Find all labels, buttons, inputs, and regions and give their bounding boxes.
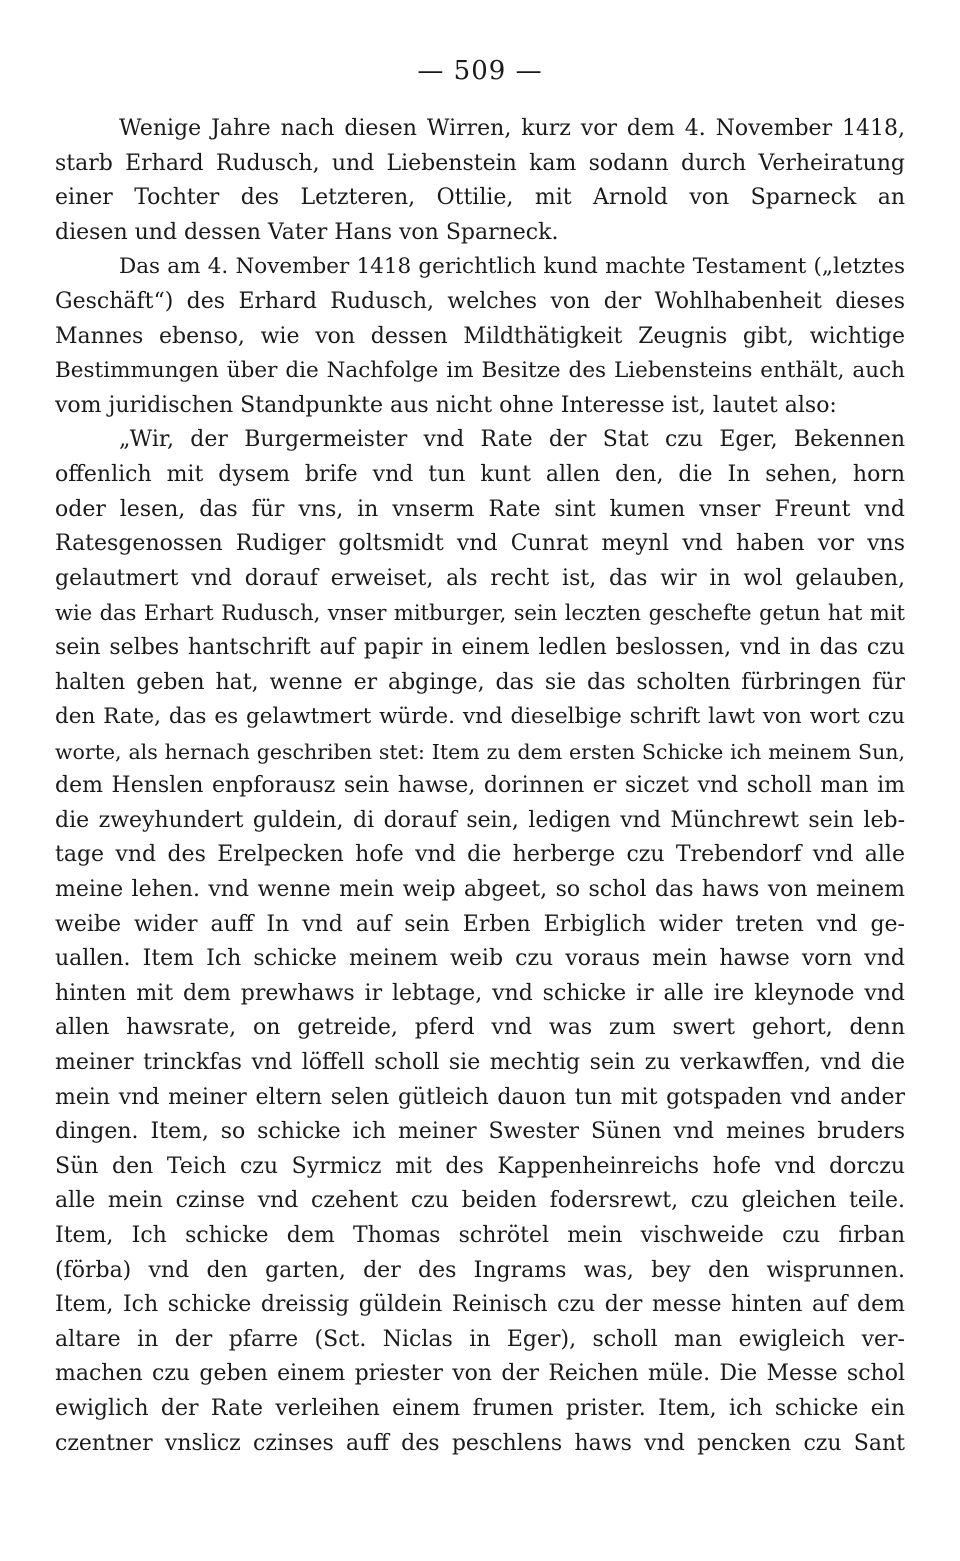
text-line: Item, Ich schicke dreissig güldein Reinisch czu der messe hinten auf dem (55, 1292, 905, 1318)
text-line: meine lehen. vnd wenne mein weip abgeet, so schol das haws von meinem (55, 877, 905, 903)
text-line: worte, als hernach geschriben stet: Item zu dem ersten Schicke ich meinem Sun, (55, 739, 905, 764)
text-line: Ratesgenossen Rudiger goltsmidt vnd Cunrat meynl vnd haben vor vns (55, 531, 905, 557)
text-line: dem Henslen enpforausz sein hawse, dorinnen er siczet vnd scholl man im (55, 773, 905, 799)
text-line: wie das Erhart Rudusch, vnser mitburger, sein leczten geschefte getun hat mit (55, 601, 905, 626)
text-line: halten geben hat, wenne er abginge, das sie das scholten fürbringen für (55, 669, 905, 695)
text-line: czentner vnslicz czinses auff des peschlens haws vnd pencken czu Sant (55, 1430, 905, 1456)
text-line: weibe wider auff In vnd auf sein Erben Erbiglich wider treten vnd ge- (55, 911, 905, 937)
text-line: Geschäft“) des Erhard Rudusch, welches von der Wohlhabenheit dieses (55, 288, 905, 314)
text-line: Mannes ebenso, wie von dessen Mildthätigkeit Zeugnis gibt, wichtige (55, 323, 905, 349)
text-line: Bestimmungen über die Nachfolge im Besitze des Liebensteins enthält, auch (55, 358, 905, 384)
text-line: meiner trinckfas vnd löffell scholl sie mechtig sein zu verkawffen, vnd die (55, 1050, 905, 1076)
text-line: mein vnd meiner eltern selen gütleich dauon tun mit gotspaden vnd ander (55, 1084, 905, 1110)
text-line: hinten mit dem prewhaws ir lebtage, vnd schicke ir alle ire kleynode vnd (55, 980, 905, 1006)
text-line: starb Erhard Rudusch, und Liebenstein kam sodann durch Verheiratung (55, 150, 905, 176)
text-line: altare in der pfarre (Sct. Niclas in Eger), scholl man ewigleich ver- (55, 1326, 905, 1352)
text-line: Sün den Teich czu Syrmicz mit des Kappenheinreichs hofe vnd dorczu (55, 1153, 905, 1179)
text-line: alle mein czinse vnd czehent czu beiden fodersrewt, czu gleichen teile. (55, 1188, 905, 1214)
text-line: oder lesen, das für vns, in vnserm Rate sint kumen vnser Freunt vnd (55, 496, 905, 522)
text-line: vom juridischen Standpunkte aus nicht ohne Interesse ist, lautet also: (55, 392, 837, 418)
text-line: allen hawsrate, on getreide, pferd vnd was zum swert gehort, denn (55, 1015, 905, 1041)
text-line: machen czu geben einem priester von der Reichen müle. Die Messe schol (55, 1361, 905, 1387)
text-line: einer Tochter des Letzteren, Ottilie, mit Arnold von Sparneck an (55, 185, 905, 211)
text-line: die zweyhundert guldein, di dorauf sein, ledigen vnd Münchrewt sein leb- (55, 807, 905, 833)
text-line: diesen und dessen Vater Hans von Sparneck. (55, 219, 559, 245)
text-line: den Rate, das es gelawtmert würde. vnd dieselbige schrift lawt von wort czu (55, 704, 905, 730)
text-line: offenlich mit dysem brife vnd tun kunt allen den, die In sehen, horn (55, 461, 905, 487)
text-line: gelautmert vnd dorauf erweiset, als recht ist, das wir in wol gelauben, (55, 565, 905, 591)
text-line: (förba) vnd den garten, der des Ingrams was, bey den wisprunnen. (55, 1257, 905, 1283)
text-line: tage vnd des Erelpecken hofe vnd die herberge czu Trebendorf vnd alle (55, 842, 905, 868)
text-line: dingen. Item, so schicke ich meiner Swester Sünen vnd meines bruders (55, 1119, 905, 1145)
text-line: ewiglich der Rate verleihen einem frumen prister. Item, ich schicke ein (55, 1395, 905, 1421)
text-line: Item, Ich schicke dem Thomas schrötel mein vischweide czu firban (55, 1223, 905, 1248)
body-text (55, 112, 905, 1461)
page-number: — 509 — (417, 56, 543, 86)
text-line: sein selbes hantschrift auf papir in einem ledlen beslossen, vnd in das czu (55, 634, 905, 660)
text-line: „Wir, der Burgermeister vnd Rate der Stat czu Eger, Bekennen (119, 427, 905, 453)
text-line: Das am 4. November 1418 gerichtlich kund machte Testament („letztes (119, 254, 905, 280)
text-line: Wenige Jahre nach diesen Wirren, kurz vor dem 4. November 1418, (119, 116, 905, 141)
text-line: uallen. Item Ich schicke meinem weib czu voraus mein hawse vorn vnd (55, 946, 905, 972)
